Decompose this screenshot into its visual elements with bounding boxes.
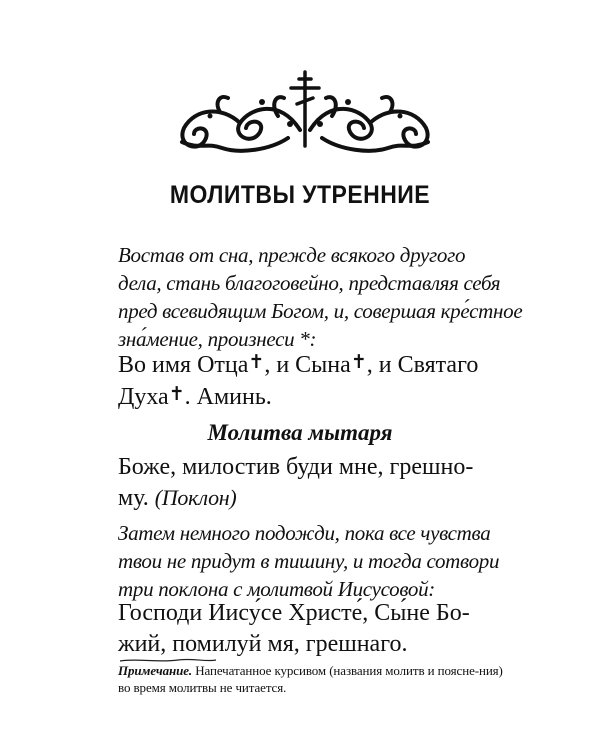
page-title: МОЛИТВЫ УТРЕННИЕ xyxy=(169,181,431,209)
instruction-line: Затем немного подожди, пока все чувства xyxy=(118,521,491,545)
cross-icon: ✝ xyxy=(168,384,185,405)
orthodox-cross-icon xyxy=(291,72,319,146)
cross-icon: ✝ xyxy=(248,352,265,373)
invocation-text: Духа xyxy=(118,384,169,410)
prayer-title: Молитва мытаря xyxy=(207,420,393,445)
invocation-line-1 xyxy=(118,352,478,379)
invocation-text: . Аминь. xyxy=(184,384,272,410)
prayer-line-2 xyxy=(118,485,236,512)
instruction-line: пред всевидящим Богом, и, совершая кре́стное xyxy=(118,299,523,323)
footnote-text: Напечатанное курсивом (названия молитв и поясне-ния) во время молитвы не читается. xyxy=(118,663,503,695)
ornament-icon xyxy=(170,68,440,160)
invocation-text: , и Святаго xyxy=(366,352,479,378)
prayer-line: Боже, милостив буди мне, грешно- xyxy=(118,454,474,480)
instruction-line: зна́мение, произнеси *: xyxy=(118,327,317,351)
invocation-text: , и Сына xyxy=(264,352,351,378)
instruction-line: три поклона с молитвой Иисусовой: xyxy=(118,577,435,601)
cross-icon: ✝ xyxy=(350,352,367,373)
footnote xyxy=(118,662,503,696)
instruction-line: твои не придут в тишину, и тогда сотвори xyxy=(118,549,500,573)
instruction-line: Востав от сна, прежде всякого другого xyxy=(118,243,466,267)
prayer-text: му. xyxy=(118,485,155,511)
jesus-prayer-line: Господи Иису́се Христе́, Сы́не Бо- xyxy=(118,600,470,626)
instruction-line: дела, стань благоговейно, представляя себя xyxy=(118,271,501,295)
invocation-line-2 xyxy=(118,384,272,411)
prayer-instruction: (Поклон) xyxy=(154,485,237,510)
invocation-text: Во имя Отца xyxy=(118,352,249,378)
footnote-label: Примечание. xyxy=(118,663,193,678)
jesus-prayer-line: жий, помилуй мя, грешнаго. xyxy=(118,631,408,657)
